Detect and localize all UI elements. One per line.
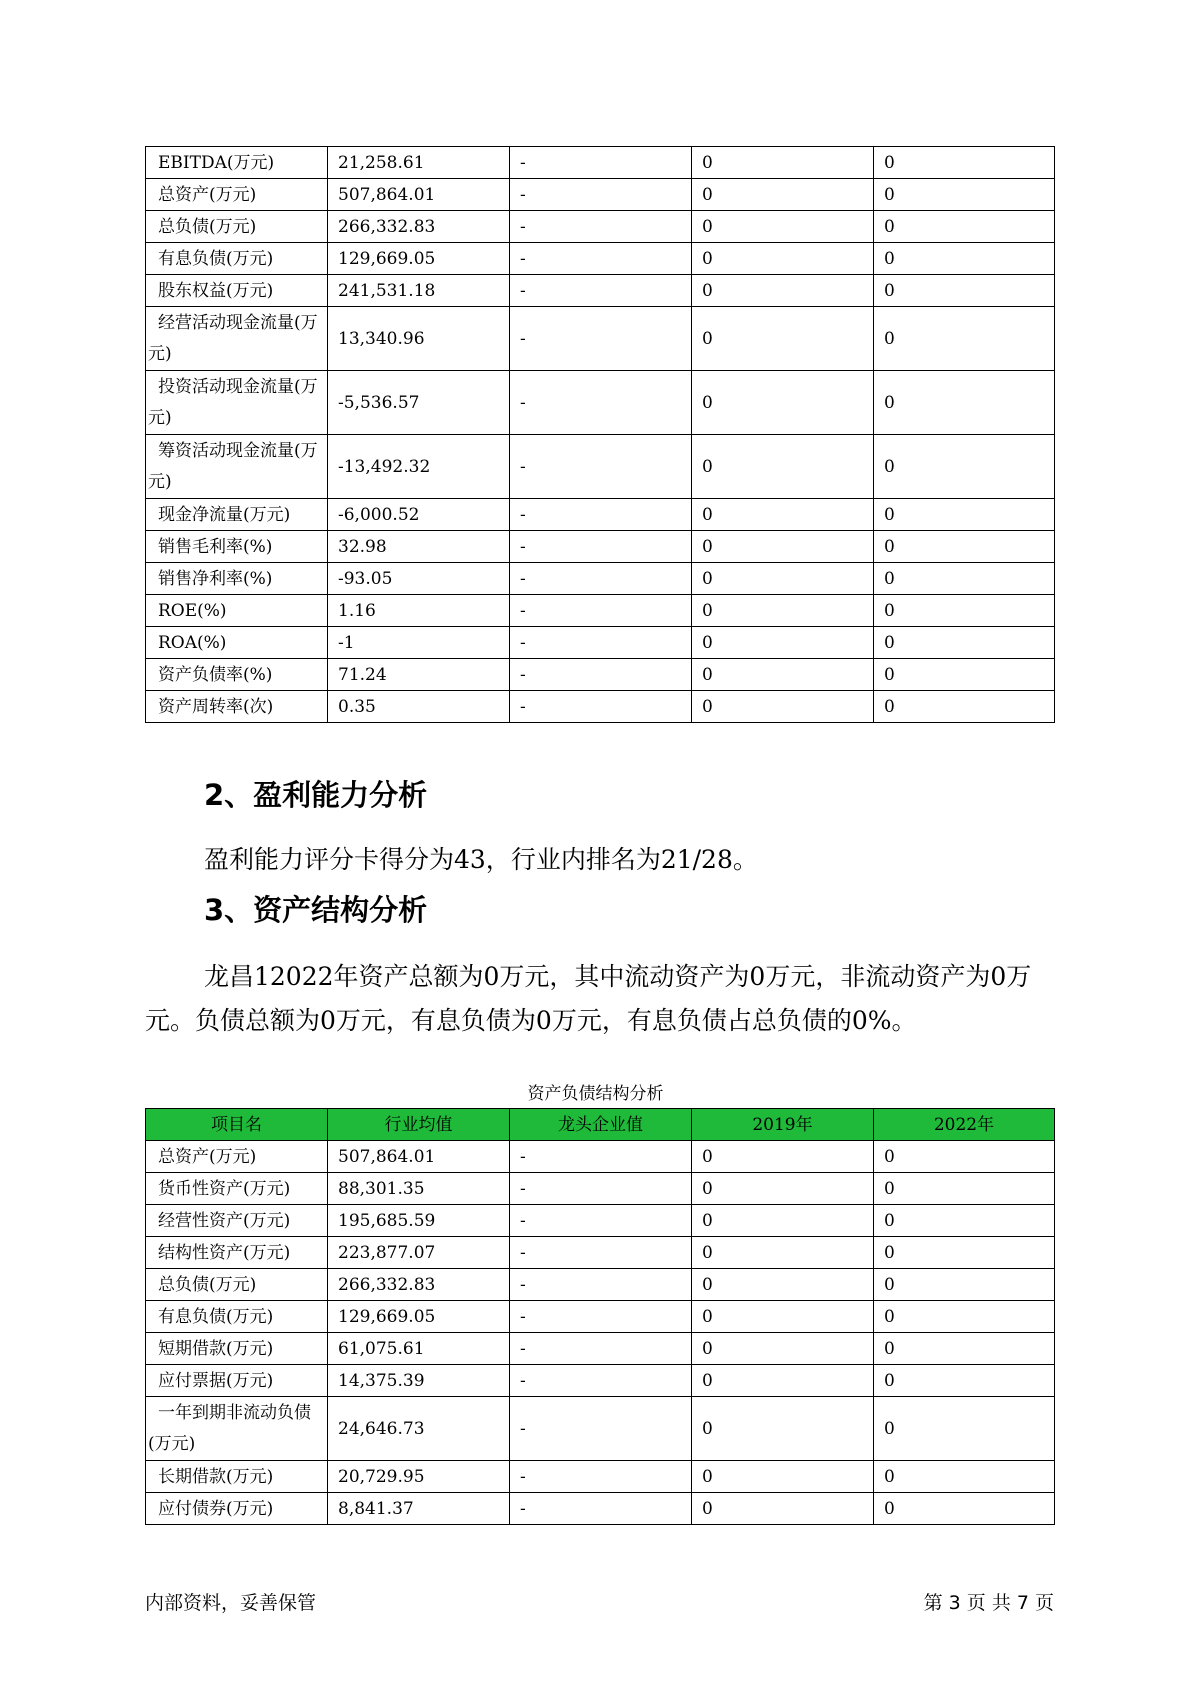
industry-average-cell: 241,531.18 xyxy=(328,275,510,307)
year1-cell: 0 xyxy=(692,627,874,659)
year1-cell: 0 xyxy=(692,595,874,627)
leader-value-cell: - xyxy=(510,1141,692,1173)
year2-cell: 0 xyxy=(874,1333,1055,1365)
table-row xyxy=(146,1461,1055,1493)
year1-cell: 0 xyxy=(692,531,874,563)
leader-value-cell: - xyxy=(510,563,692,595)
year2-cell: 0 xyxy=(874,1269,1055,1301)
row-name: 资产周转率(次) xyxy=(146,691,328,723)
year1-cell: 0 xyxy=(692,1333,874,1365)
row-name: 总资产(万元) xyxy=(146,179,328,211)
row-name: 投资活动现金流量(万元) xyxy=(146,371,328,435)
table-row xyxy=(146,499,1055,531)
year2-cell: 0 xyxy=(874,1365,1055,1397)
year1-cell: 0 xyxy=(692,1269,874,1301)
year1-cell: 0 xyxy=(692,659,874,691)
table-row xyxy=(146,1269,1055,1301)
year1-cell: 0 xyxy=(692,1301,874,1333)
industry-average-cell: -1 xyxy=(328,627,510,659)
leader-value-cell: - xyxy=(510,691,692,723)
leader-value-cell: - xyxy=(510,1173,692,1205)
year1-cell: 0 xyxy=(692,499,874,531)
leader-value-cell: - xyxy=(510,627,692,659)
industry-average-cell: 14,375.39 xyxy=(328,1365,510,1397)
industry-average-cell: 266,332.83 xyxy=(328,1269,510,1301)
table-row xyxy=(146,147,1055,179)
year2-cell: 0 xyxy=(874,1173,1055,1205)
year2-cell: 0 xyxy=(874,1301,1055,1333)
year2-cell: 0 xyxy=(874,627,1055,659)
row-name: 经营活动现金流量(万元) xyxy=(146,307,328,371)
table-caption: 资产负债结构分析 xyxy=(527,1084,664,1104)
year2-cell: 0 xyxy=(874,1493,1055,1525)
industry-average-cell: 24,646.73 xyxy=(328,1397,510,1461)
industry-average-cell: 13,340.96 xyxy=(328,307,510,371)
column-header-year-2019: 2019年 xyxy=(692,1109,874,1141)
year1-cell: 0 xyxy=(692,435,874,499)
year2-cell: 0 xyxy=(874,435,1055,499)
year1-cell: 0 xyxy=(692,1173,874,1205)
year2-cell: 0 xyxy=(874,563,1055,595)
row-name: ROA(%) xyxy=(146,627,328,659)
year2-cell: 0 xyxy=(874,1237,1055,1269)
row-name: 经营性资产(万元) xyxy=(146,1205,328,1237)
financial-indicators-table xyxy=(145,146,1055,723)
row-name: EBITDA(万元) xyxy=(146,147,328,179)
year2-cell: 0 xyxy=(874,371,1055,435)
industry-average-cell: -6,000.52 xyxy=(328,499,510,531)
leader-value-cell: - xyxy=(510,1301,692,1333)
year2-cell: 0 xyxy=(874,499,1055,531)
table-row xyxy=(146,691,1055,723)
year2-cell: 0 xyxy=(874,243,1055,275)
industry-average-cell: 20,729.95 xyxy=(328,1461,510,1493)
section-heading-asset-structure: 3、资产结构分析 xyxy=(204,893,428,927)
table-row xyxy=(146,1301,1055,1333)
table-header-row xyxy=(146,1109,1055,1141)
year1-cell: 0 xyxy=(692,243,874,275)
leader-value-cell: - xyxy=(510,307,692,371)
year1-cell: 0 xyxy=(692,211,874,243)
row-name: 一年到期非流动负债(万元) xyxy=(146,1397,328,1461)
industry-average-cell: 507,864.01 xyxy=(328,1141,510,1173)
leader-value-cell: - xyxy=(510,595,692,627)
table-row xyxy=(146,211,1055,243)
table-row xyxy=(146,1205,1055,1237)
year2-cell: 0 xyxy=(874,595,1055,627)
year2-cell: 0 xyxy=(874,179,1055,211)
profitability-paragraph: 盈利能力评分卡得分为43，行业内排名为21/28。 xyxy=(204,845,758,874)
row-name: 有息负债(万元) xyxy=(146,1301,328,1333)
industry-average-cell: 129,669.05 xyxy=(328,1301,510,1333)
table-row xyxy=(146,275,1055,307)
leader-value-cell: - xyxy=(510,531,692,563)
row-name: 结构性资产(万元) xyxy=(146,1237,328,1269)
table-row xyxy=(146,1397,1055,1461)
industry-average-cell: 507,864.01 xyxy=(328,179,510,211)
row-name: 长期借款(万元) xyxy=(146,1461,328,1493)
leader-value-cell: - xyxy=(510,659,692,691)
industry-average-cell: 61,075.61 xyxy=(328,1333,510,1365)
industry-average-cell: 195,685.59 xyxy=(328,1205,510,1237)
row-name: 短期借款(万元) xyxy=(146,1333,328,1365)
row-name: 现金净流量(万元) xyxy=(146,499,328,531)
leader-value-cell: - xyxy=(510,211,692,243)
leader-value-cell: - xyxy=(510,1461,692,1493)
industry-average-cell: 88,301.35 xyxy=(328,1173,510,1205)
leader-value-cell: - xyxy=(510,371,692,435)
column-header-item-name: 项目名 xyxy=(146,1109,328,1141)
section-heading-profitability: 2、盈利能力分析 xyxy=(204,778,428,812)
table-row xyxy=(146,1333,1055,1365)
year2-cell: 0 xyxy=(874,691,1055,723)
table-row xyxy=(146,307,1055,371)
footer-confidential-note: 内部资料，妥善保管 xyxy=(145,1592,317,1614)
year2-cell: 0 xyxy=(874,275,1055,307)
table-row xyxy=(146,1365,1055,1397)
industry-average-cell: 8,841.37 xyxy=(328,1493,510,1525)
year2-cell: 0 xyxy=(874,1397,1055,1461)
asset-liability-structure-table xyxy=(145,1108,1055,1525)
column-header-leader-value: 龙头企业值 xyxy=(510,1109,692,1141)
row-name: 销售净利率(%) xyxy=(146,563,328,595)
industry-average-cell: 266,332.83 xyxy=(328,211,510,243)
year1-cell: 0 xyxy=(692,1397,874,1461)
industry-average-cell: -5,536.57 xyxy=(328,371,510,435)
row-name: 总负债(万元) xyxy=(146,211,328,243)
industry-average-cell: 71.24 xyxy=(328,659,510,691)
industry-average-cell: 32.98 xyxy=(328,531,510,563)
year1-cell: 0 xyxy=(692,1237,874,1269)
year2-cell: 0 xyxy=(874,1141,1055,1173)
row-name: 总负债(万元) xyxy=(146,1269,328,1301)
table-row xyxy=(146,595,1055,627)
year1-cell: 0 xyxy=(692,275,874,307)
column-header-industry-average: 行业均值 xyxy=(328,1109,510,1141)
year1-cell: 0 xyxy=(692,1205,874,1237)
row-name: 筹资活动现金流量(万元) xyxy=(146,435,328,499)
leader-value-cell: - xyxy=(510,1397,692,1461)
table-row xyxy=(146,659,1055,691)
table-row xyxy=(146,1493,1055,1525)
year2-cell: 0 xyxy=(874,211,1055,243)
year2-cell: 0 xyxy=(874,1205,1055,1237)
row-name: 销售毛利率(%) xyxy=(146,531,328,563)
leader-value-cell: - xyxy=(510,1205,692,1237)
column-header-year-2022: 2022年 xyxy=(874,1109,1055,1141)
industry-average-cell: 1.16 xyxy=(328,595,510,627)
footer-page-number: 第 3 页 共 7 页 xyxy=(923,1592,1054,1614)
table-row xyxy=(146,179,1055,211)
leader-value-cell: - xyxy=(510,1493,692,1525)
table-row xyxy=(146,1173,1055,1205)
leader-value-cell: - xyxy=(510,499,692,531)
industry-average-cell: -13,492.32 xyxy=(328,435,510,499)
industry-average-cell: 21,258.61 xyxy=(328,147,510,179)
year1-cell: 0 xyxy=(692,307,874,371)
year2-cell: 0 xyxy=(874,659,1055,691)
table-row xyxy=(146,1237,1055,1269)
year2-cell: 0 xyxy=(874,1461,1055,1493)
row-name: 总资产(万元) xyxy=(146,1141,328,1173)
table-row xyxy=(146,243,1055,275)
year1-cell: 0 xyxy=(692,691,874,723)
table-row xyxy=(146,563,1055,595)
row-name: 应付票据(万元) xyxy=(146,1365,328,1397)
table-row xyxy=(146,1141,1055,1173)
table-row xyxy=(146,531,1055,563)
industry-average-cell: 0.35 xyxy=(328,691,510,723)
leader-value-cell: - xyxy=(510,1237,692,1269)
leader-value-cell: - xyxy=(510,1269,692,1301)
leader-value-cell: - xyxy=(510,243,692,275)
leader-value-cell: - xyxy=(510,1365,692,1397)
industry-average-cell: 129,669.05 xyxy=(328,243,510,275)
row-name: ROE(%) xyxy=(146,595,328,627)
leader-value-cell: - xyxy=(510,147,692,179)
row-name: 货币性资产(万元) xyxy=(146,1173,328,1205)
year1-cell: 0 xyxy=(692,1493,874,1525)
row-name: 资产负债率(%) xyxy=(146,659,328,691)
leader-value-cell: - xyxy=(510,1333,692,1365)
table-row xyxy=(146,435,1055,499)
industry-average-cell: 223,877.07 xyxy=(328,1237,510,1269)
year1-cell: 0 xyxy=(692,147,874,179)
row-name: 有息负债(万元) xyxy=(146,243,328,275)
year1-cell: 0 xyxy=(692,179,874,211)
leader-value-cell: - xyxy=(510,435,692,499)
leader-value-cell: - xyxy=(510,275,692,307)
year2-cell: 0 xyxy=(874,147,1055,179)
year1-cell: 0 xyxy=(692,371,874,435)
year1-cell: 0 xyxy=(692,563,874,595)
table-row xyxy=(146,371,1055,435)
row-name: 股东权益(万元) xyxy=(146,275,328,307)
industry-average-cell: -93.05 xyxy=(328,563,510,595)
year2-cell: 0 xyxy=(874,307,1055,371)
year1-cell: 0 xyxy=(692,1365,874,1397)
year1-cell: 0 xyxy=(692,1461,874,1493)
year2-cell: 0 xyxy=(874,531,1055,563)
leader-value-cell: - xyxy=(510,179,692,211)
table-row xyxy=(146,627,1055,659)
year1-cell: 0 xyxy=(692,1141,874,1173)
asset-structure-paragraph: 龙昌12022年资产总额为0万元，其中流动资产为0万元，非流动资产为0万元。负债总额为0万元，有息负债为0万元，有息负债占总负债的0%。 xyxy=(145,962,1032,1035)
row-name: 应付债券(万元) xyxy=(146,1493,328,1525)
